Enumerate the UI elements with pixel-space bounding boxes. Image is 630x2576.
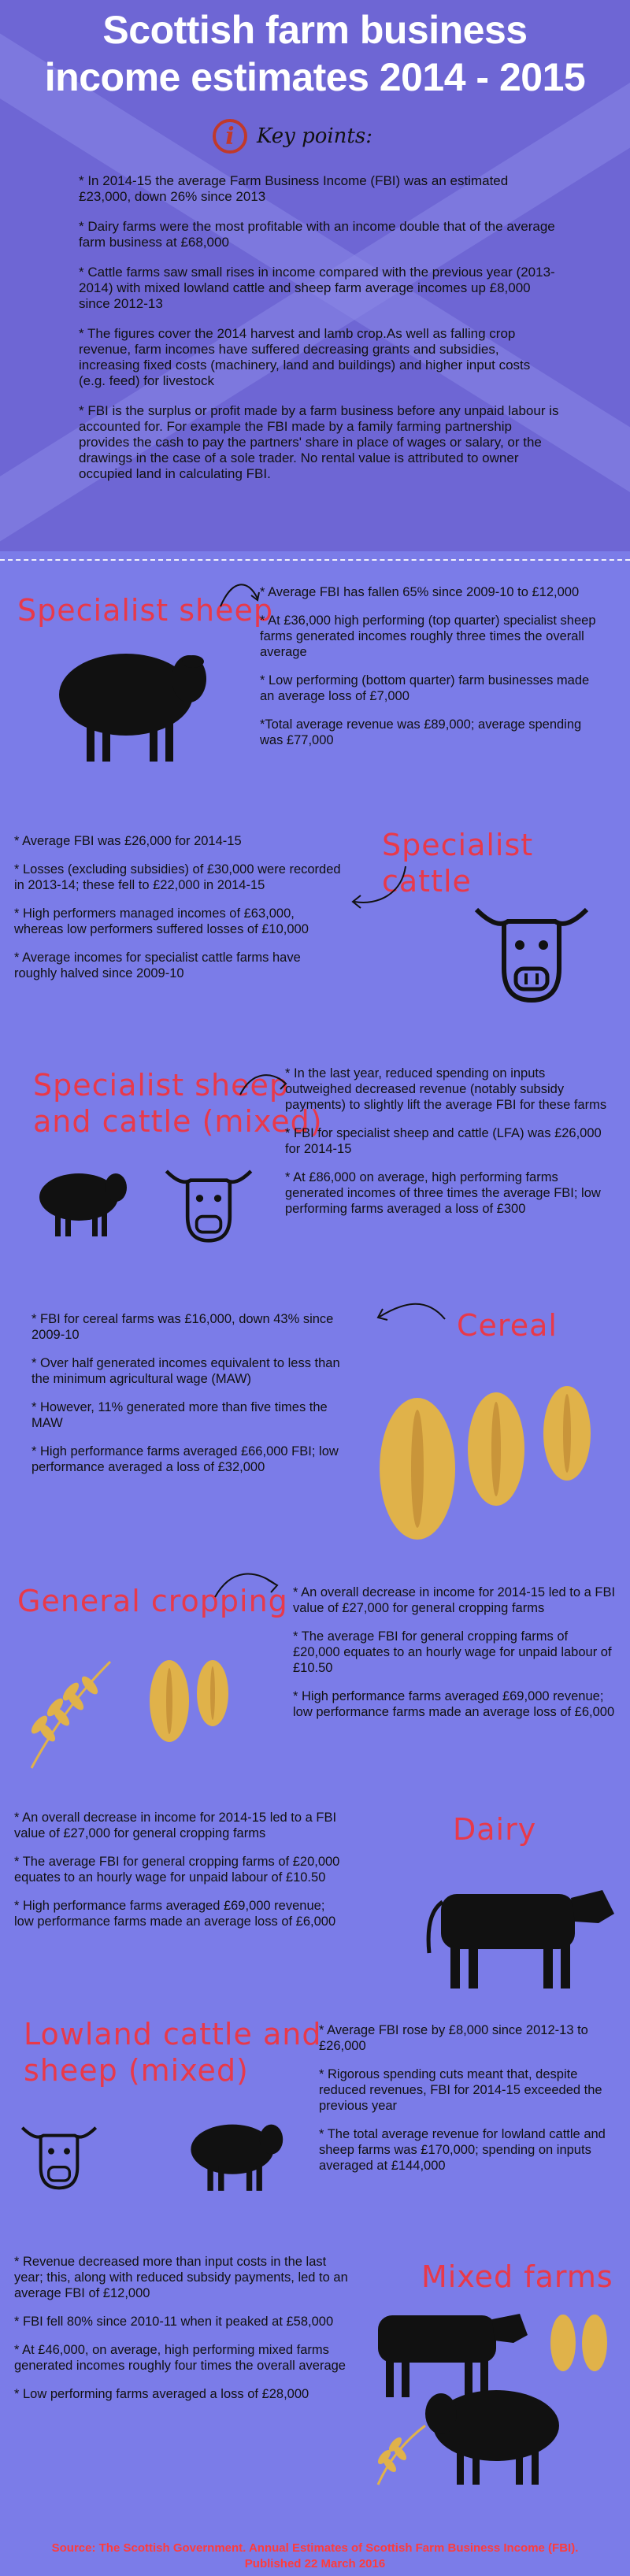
specialist-cattle-points [14, 833, 345, 994]
key-point: * Cattle farms saw small rises in income compared with the previous year (2013-2014) with mixed lowland cattle and sheep farm average incomes up £8,000 since 2012-13 [79, 265, 555, 311]
list-item: * High performers managed incomes of £63,000, whereas low performers suffered losses of £10,000 [14, 906, 309, 936]
list-item: *Total average revenue was £89,000; average spending was £77,000 [260, 717, 582, 747]
heading-cereal: Cereal [457, 1308, 558, 1343]
lowland-points [319, 2022, 622, 2186]
list-item: * High performance farms averaged £66,000 FBI; low performance averaged a loss of £32,000 [32, 1444, 339, 1474]
arrow-icon [236, 1067, 291, 1099]
list-item: * Average FBI rose by £8,000 since 2012-13 to £26,000 [319, 2023, 588, 2053]
wheat-icon [16, 1638, 236, 1772]
section-divider [0, 559, 630, 561]
arrow-icon [211, 1567, 282, 1603]
source-line: Source: The Scottish Government. Annual Estimates of Scottish Farm Business Income (FBI). [51, 2541, 579, 2555]
key-point: * Dairy farms were the most profitable with an income double that of the average farm business at £68,000 [79, 219, 555, 250]
list-item: * Average FBI was £26,000 for 2014-15 [14, 834, 242, 848]
list-item: * FBI fell 80% since 2010-11 when it peaked at £58,000 [14, 2315, 334, 2329]
source-line: Published 22 March 2016 [244, 2557, 386, 2570]
key-point: * The figures cover the 2014 harvest and lamb crop.As well as falling crop revenue, farm incomes have suffered decreasing grants and subsidies, increasing fixed costs (machinery, land and buildings) and higher input costs (e.g. feed) for livestock [79, 326, 531, 388]
grain-icon [370, 1378, 622, 1544]
general-cropping-points [293, 1585, 616, 1733]
list-item: * Average FBI has fallen 65% since 2009-10 to £12,000 [260, 585, 580, 599]
sheep-cattle-mixed-points [285, 1066, 608, 1229]
key-point: * In 2014-15 the average Farm Business Income (FBI) was an estimated £23,000, down 26% since 2013 [79, 173, 509, 204]
list-item: * At £36,000 high performing (top quarter) specialist sheep farms generated incomes roughly three times the overall average [260, 613, 596, 659]
livestock-icon [370, 2300, 630, 2489]
heading-line: and cattle (mixed) [33, 1104, 323, 1139]
arrow-icon [370, 1299, 449, 1331]
title-line-1: Scottish farm business [102, 8, 528, 52]
list-item: * However, 11% generated more than five times the MAW [32, 1400, 328, 1430]
heading-general-cropping: General cropping [17, 1584, 288, 1618]
list-item: * The average FBI for general cropping farms of £20,000 equates to an hourly wage for unpaid labour of £10.50 [14, 1855, 340, 1885]
heading-lowland-mixed [24, 2016, 321, 2089]
list-item: * At £86,000 on average, high performing farms generated incomes of three times the average FBI; low performing farms averaged a loss of £300 [285, 1170, 601, 1216]
list-item: * Revenue decreased more than input costs in the last year; this, along with reduced subsidy payments, led to an average FBI of £12,000 [14, 2255, 348, 2300]
arrow-icon [346, 862, 410, 910]
heading-line: Specialist sheep [33, 1068, 290, 1103]
dairy-points [14, 1810, 345, 1942]
list-item: * Low performing farms averaged a loss of £28,000 [14, 2387, 309, 2401]
cow-face-icon [12, 2115, 106, 2193]
source-citation [16, 2541, 614, 2572]
sheep-icon [20, 1164, 138, 1239]
cow-icon [410, 1866, 622, 1992]
list-item: * FBI for specialist sheep and cattle (LFA) was £26,000 for 2014-15 [285, 1126, 602, 1156]
cereal-points [32, 1311, 346, 1488]
key-points-header [213, 117, 372, 156]
list-item: * Low performing (bottom quarter) farm businesses made an average loss of £7,000 [260, 673, 590, 703]
sheep-icon [169, 2115, 295, 2193]
list-item: * Rigorous spending cuts meant that, despite reduced revenues, FBI for 2014-15 exceeded the previous year [319, 2067, 602, 2113]
key-points-list [79, 173, 559, 496]
list-item: * The total average revenue for lowland cattle and sheep farms was £170,000; spending on inputs averaged at £144,000 [319, 2127, 606, 2173]
list-item: * FBI for cereal farms was £16,000, down 43% since 2009-10 [32, 1312, 334, 1342]
list-item: * An overall decrease in income for 2014-15 led to a FBI value of £27,000 for general cropping farms [14, 1811, 337, 1840]
heading-specialist-sheep: Specialist sheep [17, 593, 274, 628]
heading-line: Lowland cattle and [24, 2017, 322, 2052]
list-item: * An overall decrease in income for 2014-15 led to a FBI value of £27,000 for general cropping farms [293, 1585, 616, 1615]
list-item: * High performance farms averaged £69,000 revenue; low performance farms made an average loss of £6,000 [14, 1899, 336, 1929]
key-points-label: Key points: [257, 124, 372, 148]
list-item: * Over half generated incomes equivalent to less than the minimum agricultural wage (MAW) [32, 1356, 340, 1386]
specialist-sheep-points [260, 584, 606, 761]
sheep-icon [24, 639, 220, 765]
title-line-2: income estimates 2014 - 2015 [44, 55, 586, 99]
heading-specialist-cattle: Specialist cattle [382, 828, 534, 899]
heading-mixed-farms: Mixed farms [421, 2259, 613, 2294]
list-item: * High performance farms averaged £69,000 revenue; low performance farms made an average loss of £6,000 [293, 1689, 615, 1719]
list-item: * The average FBI for general cropping farms of £20,000 equates to an hourly wage for unpaid labour of £10.50 [293, 1629, 612, 1675]
cow-face-icon [154, 1156, 264, 1247]
page-title [0, 6, 630, 101]
heading-line: sheep (mixed) [24, 2053, 249, 2088]
mixed-farms-points [14, 2254, 353, 2415]
arrow-icon [217, 575, 264, 614]
list-item: * Average incomes for specialist cattle farms have roughly halved since 2009-10 [14, 951, 301, 980]
list-item: * In the last year, reduced spending on inputs outweighed decreased revenue (notably subsidy payments) to slightly lift the average FBI for these farms [285, 1066, 607, 1112]
key-point: * FBI is the surplus or profit made by a farm business before any unpaid labour is accounted for. For example the FBI made by a family farming partnership provides the cash to pay the partners' share in place of wages or salary, or the drawings in the case of a sole trader. No rental value is attributed to owner occupied land in calculating FBI. [79, 403, 559, 481]
list-item: * Losses (excluding subsidies) of £30,000 were recorded in 2013-14; these fell to £22,000 in 2014-15 [14, 862, 341, 892]
cow-face-icon [465, 890, 598, 1008]
info-icon: i [213, 119, 247, 154]
list-item: * At £46,000, on average, high performing mixed farms generated incomes roughly four times the overall average [14, 2343, 346, 2373]
heading-dairy: Dairy [453, 1812, 537, 1847]
